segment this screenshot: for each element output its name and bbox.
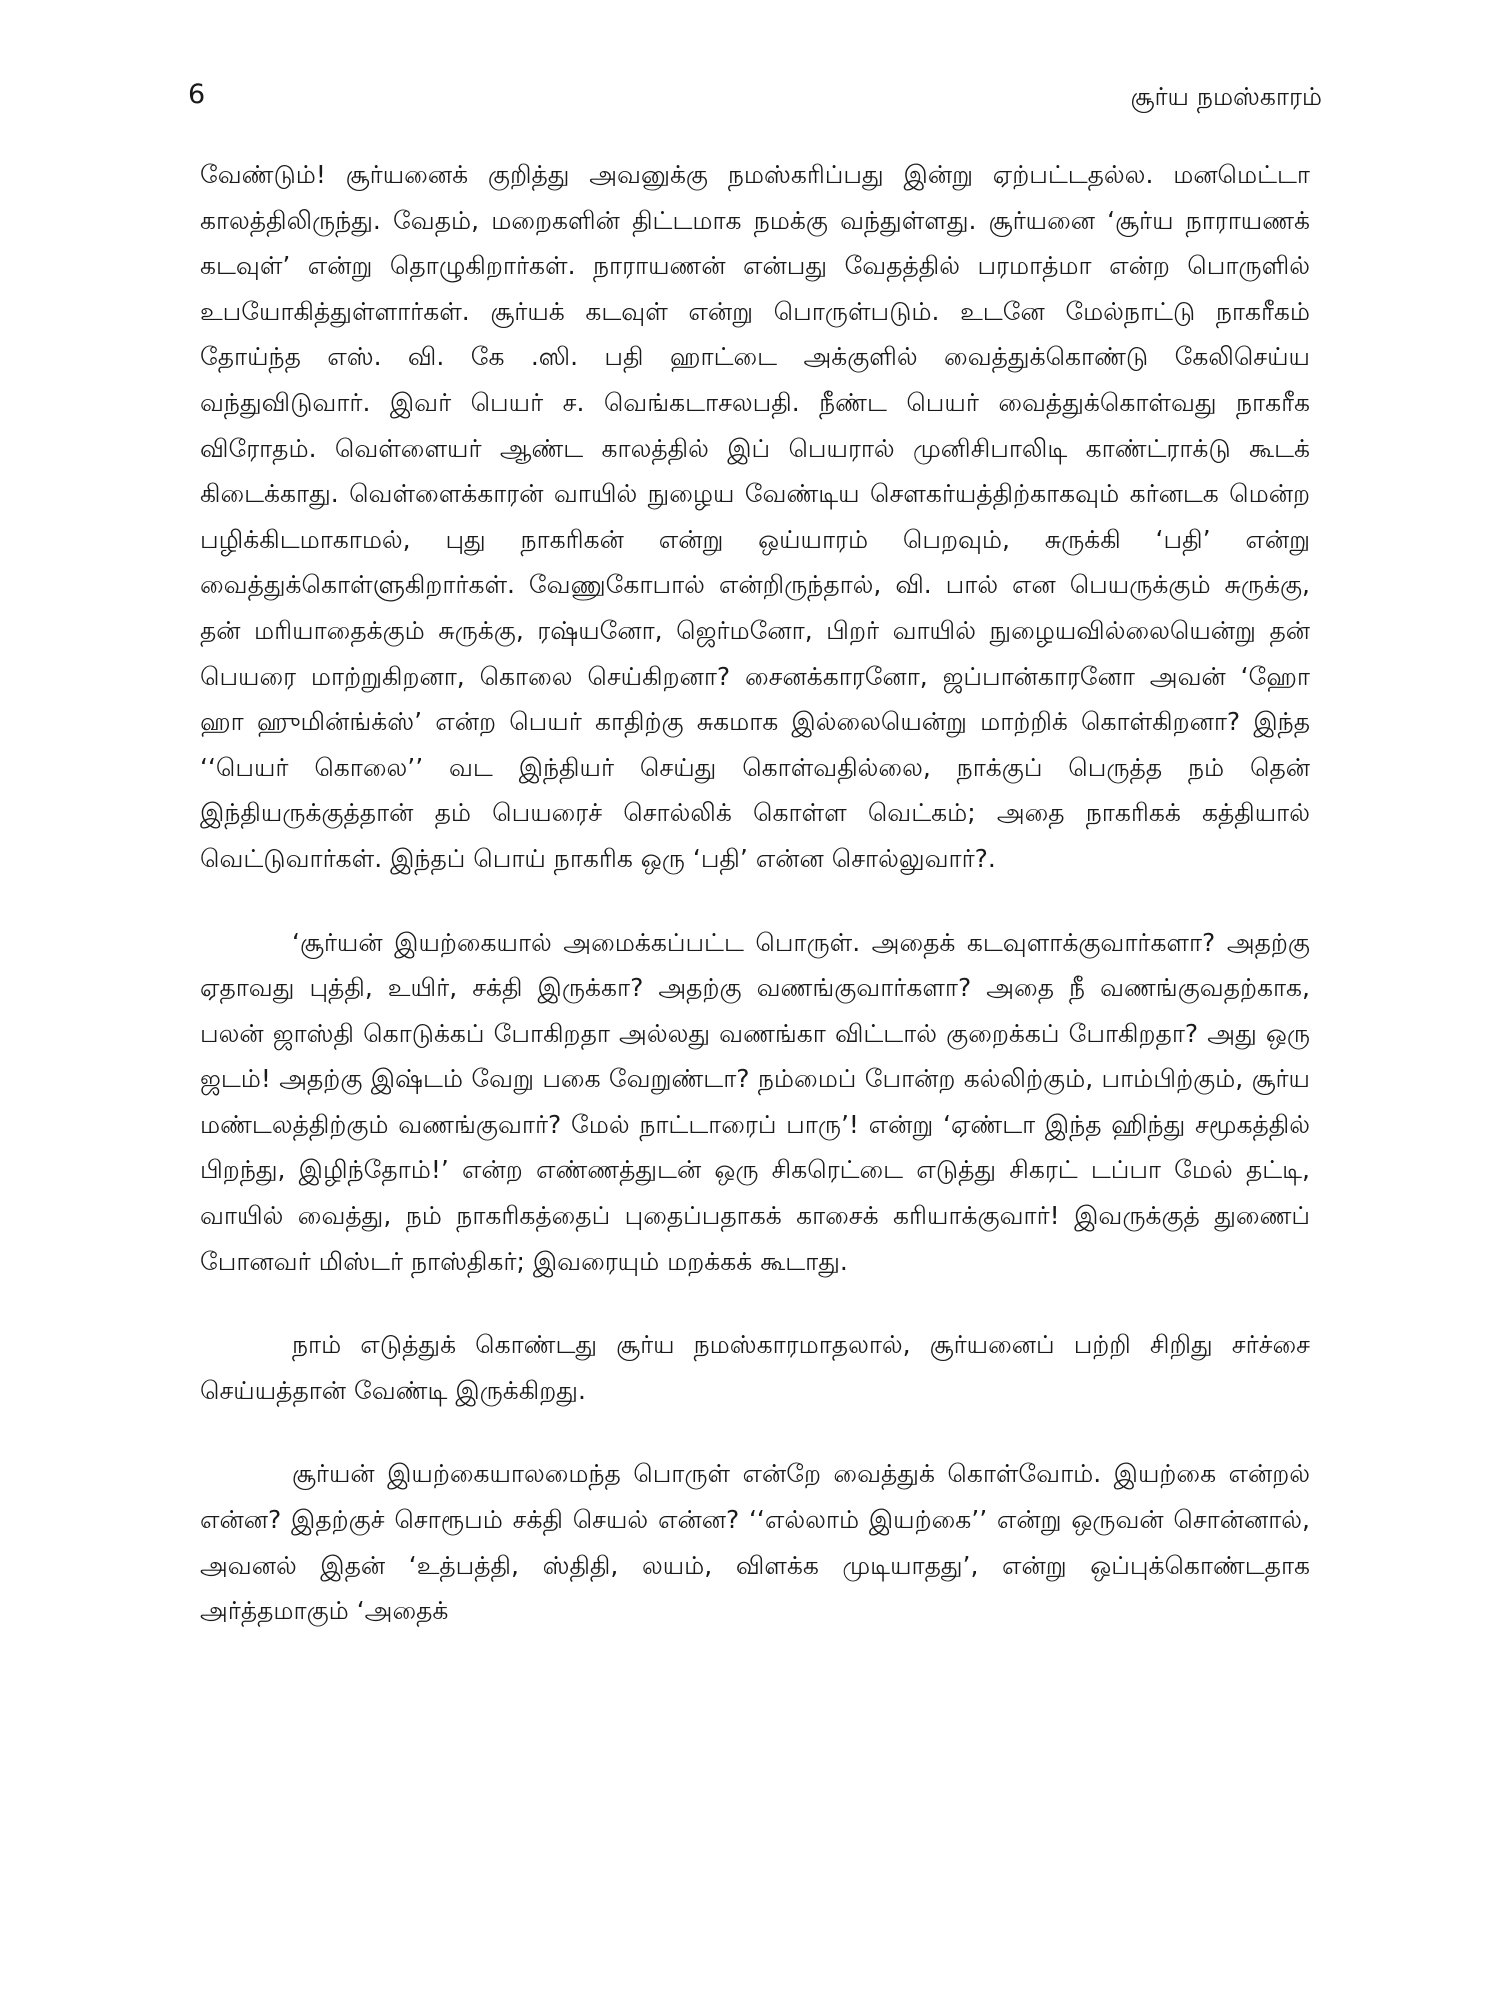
paragraph-4: சூர்யன் இயற்கையாலமைந்த பொருள் என்றே வைத்துக் கொள்வோம். இயற்கை என்றல் என்ன? இதற்குச் சொரூபம் சக்தி செயல் என்ன? ‘‘எல்லாம் இயற்கை’’ என்று ஒருவன் சொன்னால், அவனல் இதன் ‘உத்பத்தி, ஸ்திதி, லயம், விளக்க முடியாதது’, என்று ஒப்புக்கொண்டதாக அர்த்தமாகும் ‘அதைக் — [200, 1459, 1310, 1626]
body-text — [200, 152, 1310, 1634]
paragraph-1: வேண்டும்! சூர்யனைக் குறித்து அவனுக்கு நமஸ்கரிப்பது இன்று ஏற்பட்டதல்ல. மனமெட்டா காலத்திலிருந்து. வேதம், மறைகளின் திட்டமாக நமக்கு வந்துள்ளது. சூர்யனை ‘சூர்ய நாராயணக் கடவுள்’ என்று தொழுகிறார்கள். நாராயணன் என்பது வேதத்தில் பரமாத்மா என்ற பொருளில் உபயோகித்துள்ளார்கள். சூர்யக் கடவுள் என்று பொருள்படும். உடனே மேல்நாட்டு நாகரீகம் தோய்ந்த எஸ். வி. கே .ஸி. பதி ஹாட்டை அக்குளில் வைத்துக்கொண்டு கேலிசெய்ய வந்துவிடுவார். இவர் பெயர் ச. வெங்கடாசலபதி. நீண்ட பெயர் வைத்துக்கொள்வது நாகரீக விரோதம். வெள்ளையர் ஆண்ட காலத்தில் இப் பெயரால் முனிசிபாலிடி காண்ட்ராக்டு கூடக் கிடைக்காது. வெள்ளைக்காரன் வாயில் நுழைய வேண்டிய சௌகர்யத்திற்காகவும் கர்னடக மென்ற பழிக்கிடமாகாமல், புது நாகரிகன் என்று ஒய்யாரம் பெறவும், சுருக்கி ‘பதி’ என்று வைத்துக்கொள்ளுகிறார்கள். வேணுகோபால் என்றிருந்தால், வி. பால் என பெயருக்கும் சுருக்கு, தன் மரியாதைக்கும் சுருக்கு, ரஷ்யனோ, ஜெர்மனோ, பிறர் வாயில் நுழையவில்லையென்று தன் பெயரை மாற்றுகிறனா, கொலை செய்கிறனா? சைனக்காரனோ, ஜப்பான்காரனோ அவன் ‘ஹோ ஹா ஹுமின்ங்க்ஸ்’ என்ற பெயர் காதிற்கு சுகமாக இல்லையென்று மாற்றிக் கொள்கிறனா? இந்த ‘‘பெயர் கொலை’’ வட இந்தியர் செய்து கொள்வதில்லை, நாக்குப் பெருத்த நம் தென் இந்தியருக்குத்தான் தம் பெயரைச் சொல்லிக் கொள்ள வெட்கம்; அதை நாகரிகக் கத்தியால் வெட்டுவார்கள். இந்தப் பொய் நாகரிக ஒரு ‘பதி’ என்ன சொல்லுவார்?. — [200, 160, 1311, 873]
running-title: சூர்ய நமஸ்காரம் — [1130, 82, 1322, 111]
page-number: 6 — [188, 79, 206, 110]
paragraph-2: ‘சூர்யன் இயற்கையால் அமைக்கப்பட்ட பொருள். அதைக் கடவுளாக்குவார்களா? அதற்கு ஏதாவது புத்தி, உயிர், சக்தி இருக்கா? அதற்கு வணங்குவார்களா? அதை நீ வணங்குவதற்காக, பலன் ஜாஸ்தி கொடுக்கப் போகிறதா அல்லது வணங்கா விட்டால் குறைக்கப் போகிறதா? அது ஒரு ஜடம்! அதற்கு இஷ்டம் வேறு பகை வேறுண்டா? நம்மைப் போன்ற கல்லிற்கும், பாம்பிற்கும், சூர்ய மண்டலத்திற்கும் வணங்குவார்? மேல் நாட்டாரைப் பாரு’! என்று ‘ஏண்டா இந்த ஹிந்து சமூகத்தில் பிறந்து, இழிந்தோம்!’ என்ற எண்ணத்துடன் ஒரு சிகரெட்டை எடுத்து சிகரட் டப்பா மேல் தட்டி, வாயில் வைத்து, நம் நாகரிகத்தைப் புதைப்பதாகக் காசைக் கரியாக்குவார்! இவருக்குத் துணைப் போனவர் மிஸ்டர் நாஸ்திகர்; இவரையும் மறக்கக் கூடாது. — [200, 927, 1310, 1276]
paragraph-3: நாம் எடுத்துக் கொண்டது சூர்ய நமஸ்காரமாதலால், சூர்யனைப் பற்றி சிறிது சர்ச்சை செய்யத்தான் வேண்டி இருக்கிறது. — [200, 1330, 1310, 1405]
